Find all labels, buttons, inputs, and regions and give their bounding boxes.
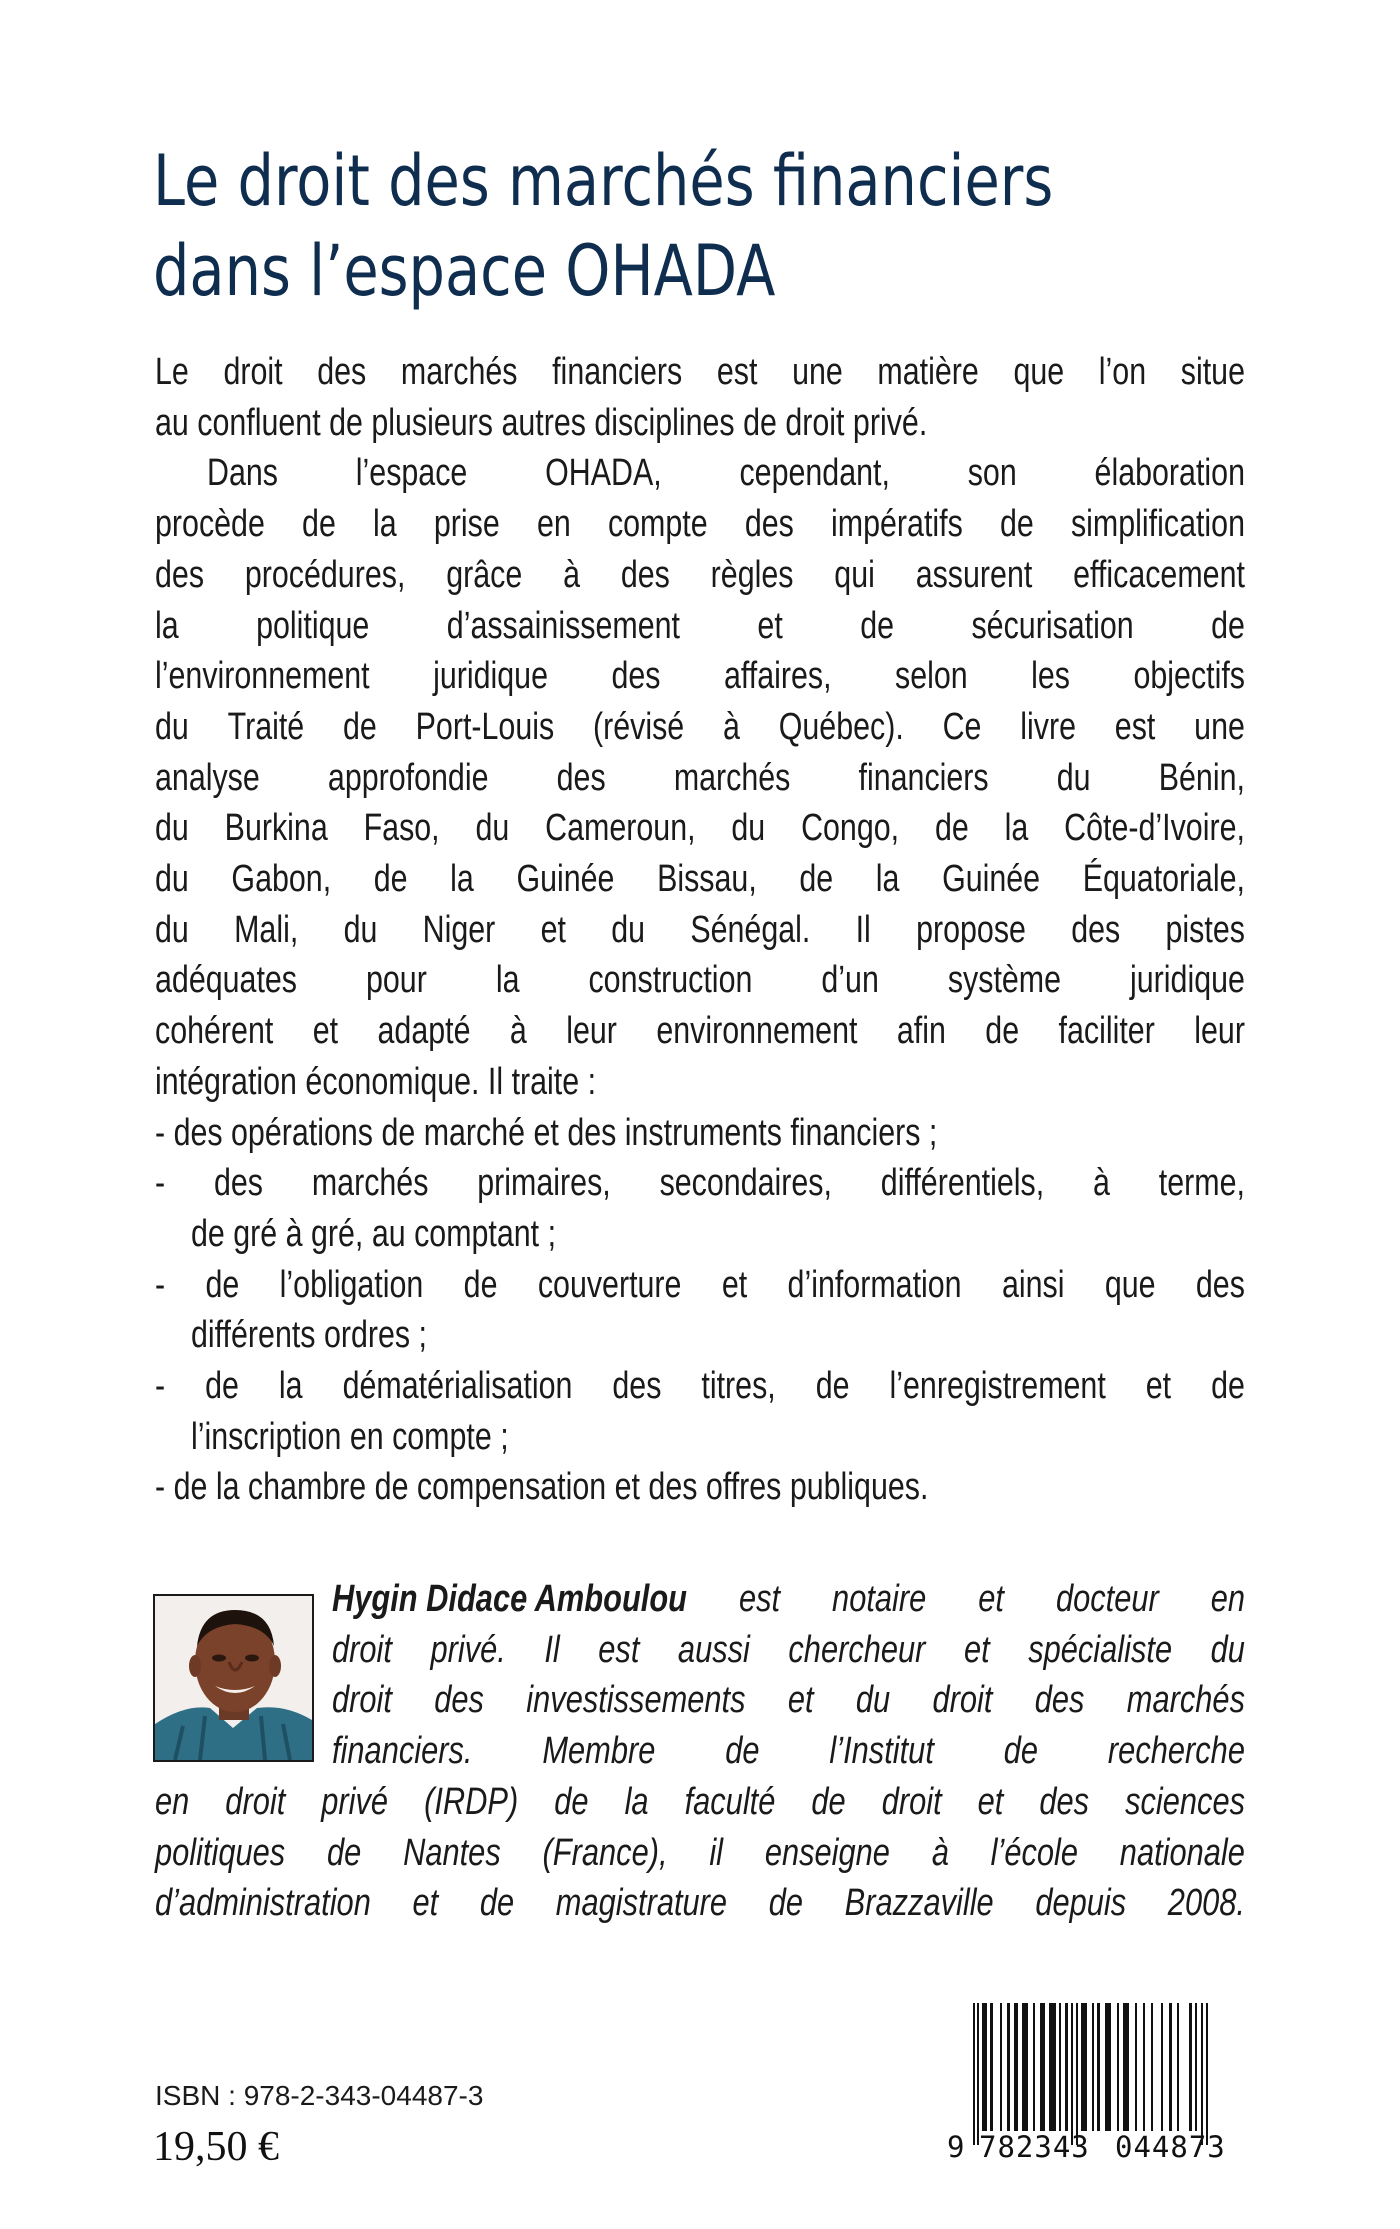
author-bio-line: d’administration et de magistrature de Brazzaville depuis 2008. xyxy=(155,1882,1245,1925)
topic-item-line: - des marchés primaires, secondaires, différentiels, à terme, xyxy=(155,1162,1245,1205)
author-photo xyxy=(153,1594,314,1762)
book-title-line-2: dans l’espace OHADA xyxy=(153,230,776,312)
topic-item-line: - de la chambre de compensation et des offres publiques. xyxy=(155,1466,929,1509)
topic-item-line: de gré à gré, au comptant ; xyxy=(191,1212,557,1255)
summary-line: Dans l’espace OHADA, cependant, son élaboration xyxy=(207,452,1245,495)
isbn-barcode xyxy=(945,2000,1245,2170)
summary-line: l’environnement juridique des affaires, selon les objectifs xyxy=(155,655,1245,698)
author-bio-line: financiers. Membre de l’Institut de recherche xyxy=(332,1730,1245,1773)
author-bio-line: en droit privé (IRDP) de la faculté de droit et des sciences xyxy=(155,1780,1245,1823)
topic-item-line: l’inscription en compte ; xyxy=(191,1415,509,1458)
summary-line: au confluent de plusieurs autres disciplines de droit privé. xyxy=(155,401,928,444)
topic-item-line: différents ordres ; xyxy=(191,1314,428,1357)
author-portrait-icon xyxy=(155,1596,312,1760)
summary-line: Le droit des marchés financiers est une matière que l’on situe xyxy=(155,351,1245,393)
author-bio-line: droit privé. Il est aussi chercheur et spécialiste du xyxy=(332,1628,1245,1671)
summary-line: cohérent et adapté à leur environnement afin de faciliter leur xyxy=(155,1010,1245,1053)
author-name: Hygin Didace Amboulou xyxy=(332,1578,688,1620)
price: 19,50 € xyxy=(153,2124,279,2170)
isbn: ISBN : 978-2-343-04487-3 xyxy=(155,2080,484,2111)
author-bio-line: politiques de Nantes (France), il enseigne à l’école nationale xyxy=(155,1831,1245,1874)
summary-line: adéquates pour la construction d’un système juridique xyxy=(155,959,1245,1002)
barcode-left-digits: 782343 xyxy=(979,2130,1090,2164)
summary-line: intégration économique. Il traite : xyxy=(155,1060,597,1103)
barcode-right-digits: 044873 xyxy=(1115,2130,1226,2164)
summary-line: du Gabon, de la Guinée Bissau, de la Guinée Équatoriale, xyxy=(155,858,1245,900)
summary-line: analyse approfondie des marchés financiers du Bénin, xyxy=(155,756,1245,799)
topic-item-line: - de la dématérialisation des titres, de l’enregistrement et de xyxy=(155,1365,1245,1407)
summary-line: procède de la prise en compte des impératifs de simplification xyxy=(155,503,1245,546)
summary-line: du Traité de Port-Louis (révisé à Québec). Ce livre est une xyxy=(155,705,1245,748)
book-title-line-1: Le droit des marchés financiers xyxy=(153,140,1054,222)
author-bio-line: droit des investissements et du droit des marchés xyxy=(332,1679,1245,1722)
summary-line: du Burkina Faso, du Cameroun, du Congo, de la Côte-d’Ivoire, xyxy=(155,807,1245,850)
author-bio-line-1: Hygin Didace Amboulou est notaire et docteur en xyxy=(332,1578,1245,1620)
summary-line: la politique d’assainissement et de sécurisation de xyxy=(155,604,1245,647)
summary-line: des procédures, grâce à des règles qui assurent efficacement xyxy=(155,553,1245,596)
summary-line: du Mali, du Niger et du Sénégal. Il propose des pistes xyxy=(155,908,1245,951)
topic-item-line: - des opérations de marché et des instruments financiers ; xyxy=(155,1111,938,1154)
topic-item-line: - de l’obligation de couverture et d’information ainsi que des xyxy=(155,1263,1245,1306)
barcode-lead-digit: 9 xyxy=(947,2130,966,2164)
